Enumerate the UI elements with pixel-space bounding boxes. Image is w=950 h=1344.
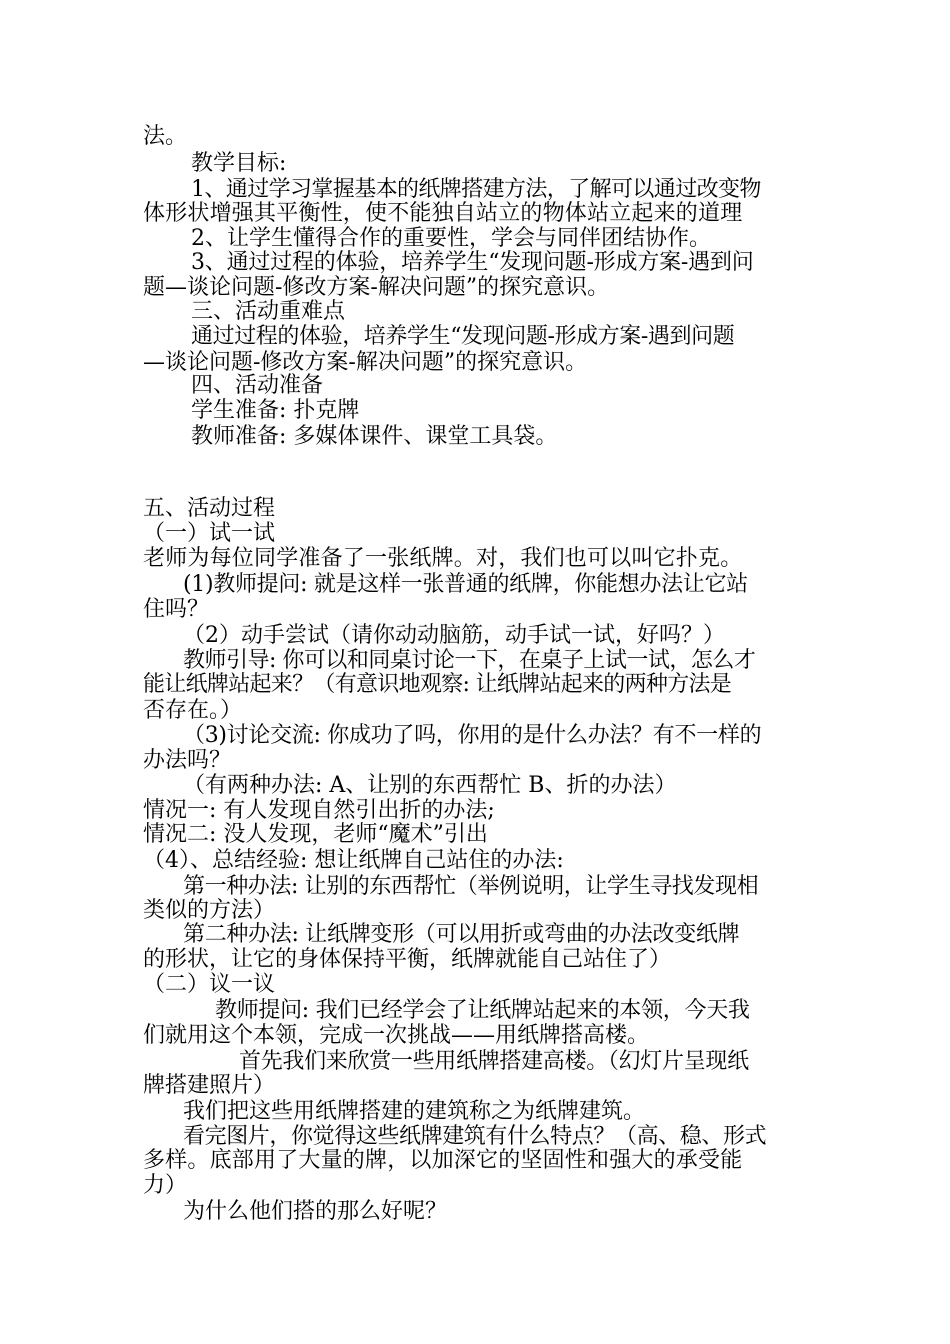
text-line: 三、活动重难点	[191, 299, 346, 324]
text-line: 牌搭建照片）	[143, 1073, 276, 1098]
text-line: （有两种办法: A、让别的东西帮忙 B、折的办法）	[183, 773, 677, 798]
text-line: 否存在。）	[143, 698, 243, 723]
text-line: （2）动手尝试（请你动动脑筋，动手试一试，好吗？）	[183, 623, 725, 648]
text-line: 类似的方法）	[143, 898, 276, 923]
text-line: 第二种办法: 让纸牌变形（可以用折或弯曲的办法改变纸牌	[183, 922, 740, 947]
text-line: 首先我们来欣赏一些用纸牌搭建高楼。（幻灯片呈现纸	[239, 1049, 749, 1074]
text-line: 教师引导: 你可以和同桌讨论一下，在桌子上试一试，怎么才	[183, 648, 756, 673]
text-line: 办法吗？	[143, 748, 232, 773]
text-line: 体形状增强其平衡性，使不能独自站立的物体站立起来的道理	[143, 201, 743, 226]
text-line: 情况二: 没人发现，老师“魔术”引出	[143, 822, 488, 847]
text-line: 题—谈论问题-修改方案-解决问题”的探究意识。	[143, 275, 610, 300]
text-line: 教学目标:	[191, 151, 287, 176]
text-line: 住吗？	[143, 597, 210, 622]
text-line: 第一种办法: 让别的东西帮忙（举例说明，让学生寻找发现相	[183, 874, 759, 899]
section-heading: 五、活动过程	[143, 496, 276, 521]
text-line: 四、活动准备	[191, 373, 324, 398]
text-line: 1、通过学习掌握基本的纸牌搭建方法，了解可以通过改变物	[191, 177, 761, 202]
text-line: 我们把这些用纸牌搭建的建筑称之为纸牌建筑。	[183, 1099, 646, 1124]
text-line: 通过过程的体验，培养学生“发现问题-形成方案-遇到问题	[191, 324, 735, 349]
text-line: 看完图片，你觉得这些纸牌建筑有什么特点？（高、稳、形式	[183, 1124, 767, 1149]
text-line: —谈论问题-修改方案-解决问题”的探究意识。	[143, 350, 588, 375]
text-line: 多样。底部用了大量的牌，以加深它的坚固性和强大的承受能	[143, 1148, 743, 1173]
text-line: 们就用这个本领，完成一次挑战——用纸牌搭高楼。	[143, 1023, 650, 1048]
text-line: 能让纸牌站起来？（有意识地观察: 让纸牌站起来的两种方法是	[143, 672, 732, 697]
text-line: 情况一: 有人发现自然引出折的办法;	[143, 798, 495, 823]
text-line: 力）	[143, 1173, 188, 1198]
subsection-heading: （一）试一试	[143, 521, 276, 546]
text-line: 教师提问: 我们已经学会了让纸牌站起来的本领，今天我	[215, 998, 750, 1023]
text-line: (1)教师提问: 就是这样一张普通的纸牌，你能想办法让它站	[183, 572, 748, 597]
text-line: 2、让学生懂得合作的重要性，学会与同伴团结协作。	[191, 226, 711, 251]
text-line: 的形状，让它的身体保持平衡，纸牌就能自己站住了）	[143, 947, 672, 972]
text-line: 3、通过过程的体验，培养学生“发现问题-形成方案-遇到问	[191, 250, 754, 275]
text-line: 为什么他们搭的那么好呢？	[183, 1199, 448, 1224]
subsection-heading: （二）议一议	[143, 972, 276, 997]
text-line: 老师为每位同学准备了一张纸牌。对，我们也可以叫它扑克。	[143, 546, 743, 571]
text-line: （4）、总结经验: 想让纸牌自己站住的办法:	[143, 848, 564, 873]
text-line: 教师准备: 多媒体课件、课堂工具袋。	[191, 424, 558, 449]
text-line: 法。	[143, 124, 188, 149]
text-line: （3)讨论交流: 你成功了吗，你用的是什么办法？有不一样的	[183, 723, 762, 748]
text-line: 学生准备: 扑克牌	[191, 398, 360, 423]
